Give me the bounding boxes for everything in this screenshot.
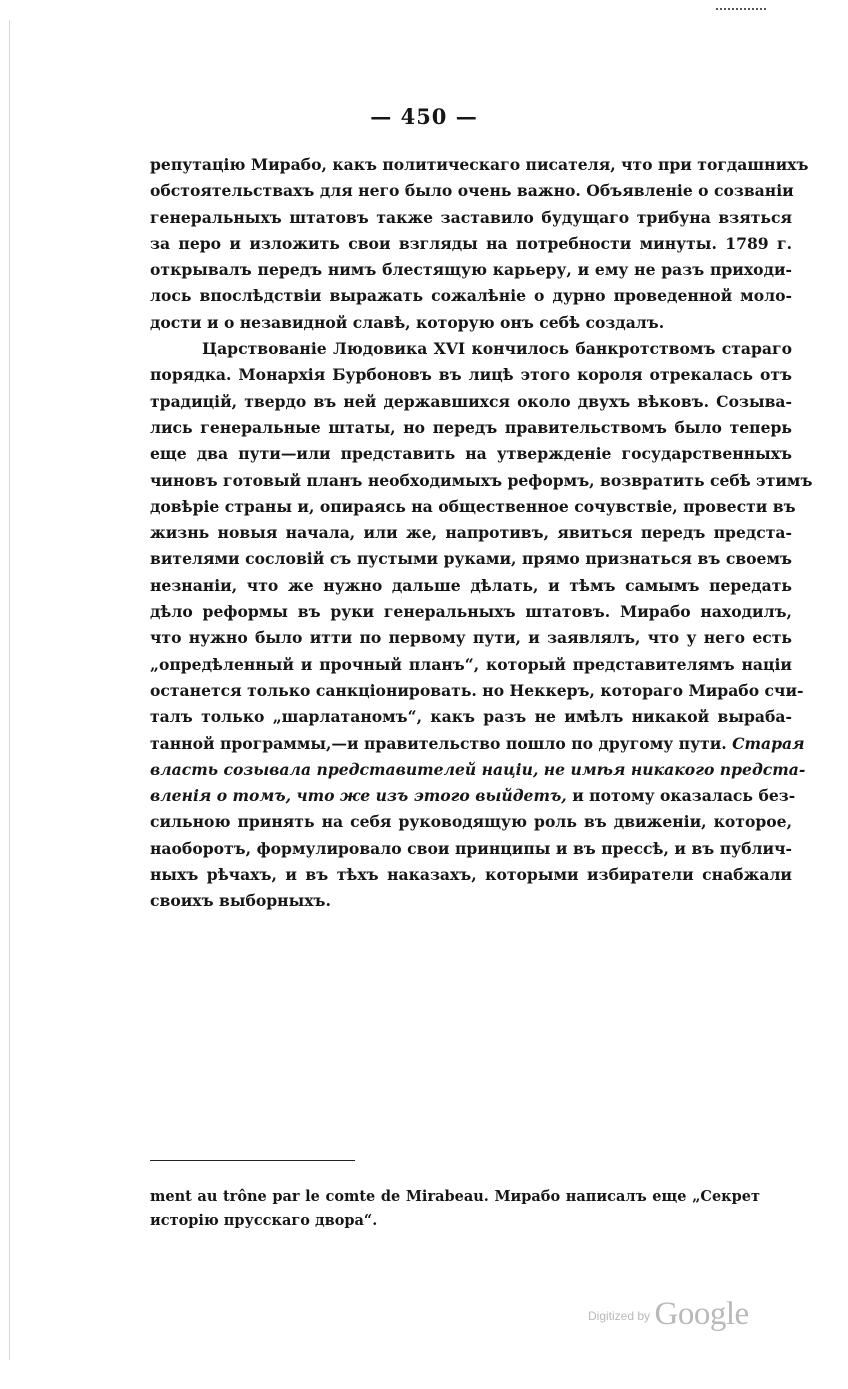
text-line: что нужно было итти по первому пути, и заявлялъ, что у него есть <box>150 628 792 648</box>
italic-segment: Старая <box>732 733 805 753</box>
text-line: незнаніи, что же нужно дальше дѣлать, и тѣмъ самымъ передать <box>150 575 792 595</box>
text-line: довѣріе страны и, опираясь на общественное сочувствіе, провести въ <box>150 496 796 516</box>
text-line: наоборотъ, формулировало свои принципы и въ прессѣ, и въ публич- <box>150 838 792 858</box>
paragraph-2 <box>150 336 813 915</box>
text-line: за перо и изложить свои взгляды на потребности минуты. 1789 г. <box>150 233 792 253</box>
text-line: талъ только „шарлатаномъ“, какъ разъ не имѣлъ никакой выраба- <box>150 707 792 727</box>
text-line: обстоятельствахъ для него было очень важно. Объявленіе о созваніи <box>150 181 794 201</box>
text-segment: и потому оказалась без- <box>572 786 796 806</box>
text-line: Царствованіе Людовика XVI кончилось банкротствомъ стараго <box>202 339 792 359</box>
footnote-divider <box>150 1160 355 1161</box>
paragraph-1 <box>150 152 809 336</box>
text-line: чиновъ готовый планъ необходимыхъ реформъ, возвратить себѣ этимъ <box>150 470 813 490</box>
page-number: — 450 — <box>370 104 478 129</box>
text-line: вителями сословій съ пустыми руками, прямо признаться въ своемъ <box>150 549 792 569</box>
page-edge-line <box>9 20 10 1360</box>
text-line: лось впослѣдствіи выражать сожалѣніе о дурно проведенной моло- <box>150 286 792 306</box>
text-line: традицій, твердо въ ней державшихся около двухъ вѣковъ. Созыва- <box>150 391 792 411</box>
text-line-with-italic <box>150 731 805 757</box>
page-edge-mark <box>716 0 766 10</box>
google-logo: Google <box>654 1296 749 1332</box>
digitized-by-google-watermark <box>588 1296 749 1333</box>
footnote-line: исторію прусскаго двора“. <box>150 1212 378 1229</box>
text-line: генеральныхъ штатовъ также заставило будущаго трибуна взяться <box>150 207 792 227</box>
text-segment: танной программы,—и правительство пошло по другому пути. <box>150 733 727 753</box>
text-line: сильною принять на себя руководящую роль въ движеніи, которое, <box>150 812 792 832</box>
text-line: жизнь новыя начала, или же, напротивъ, явиться передъ предста- <box>150 523 792 543</box>
text-line: останется только санкціонировать. но Неккеръ, котораго Мирабо счи- <box>150 680 804 700</box>
text-line: еще два пути—или представить на утвержденіе государственныхъ <box>150 444 792 464</box>
watermark-prefix: Digitized by <box>588 1309 651 1323</box>
text-line: порядка. Монархія Бурбоновъ въ лицѣ этого короля отрекалась отъ <box>150 365 792 385</box>
text-line: дости и о незавидной славѣ, которую онъ себѣ создалъ. <box>150 312 665 332</box>
text-line: „опредѣленный и прочный планъ“, который представителямъ націи <box>150 654 792 674</box>
text-line: лись генеральные штаты, но передъ правительствомъ было теперь <box>150 417 792 437</box>
text-line: своихъ выборныхъ. <box>150 891 331 911</box>
italic-segment: вленія о томъ, что же изъ этого выйдетъ, <box>150 786 567 806</box>
footnote-line: ment au trône par le comte de Mirabeau. Мирабо написалъ еще „Секрет <box>150 1188 760 1205</box>
body-text <box>150 152 813 915</box>
text-line: репутацію Мирабо, какъ политическаго писателя, что при тогдашнихъ <box>150 155 809 174</box>
text-line-with-italic <box>150 783 796 809</box>
italic-line: власть созывала представителей націи, не имѣя никакого предста- <box>150 759 806 779</box>
text-line: дѣло реформы въ руки генеральныхъ штатовъ. Мирабо находилъ, <box>150 602 792 622</box>
text-line: открывалъ передъ нимъ блестящую карьеру, и ему не разъ приходи- <box>150 260 792 280</box>
text-line: ныхъ рѣчахъ, и въ тѣхъ наказахъ, которыми избиратели снабжали <box>150 865 792 885</box>
footnote <box>150 1185 760 1233</box>
